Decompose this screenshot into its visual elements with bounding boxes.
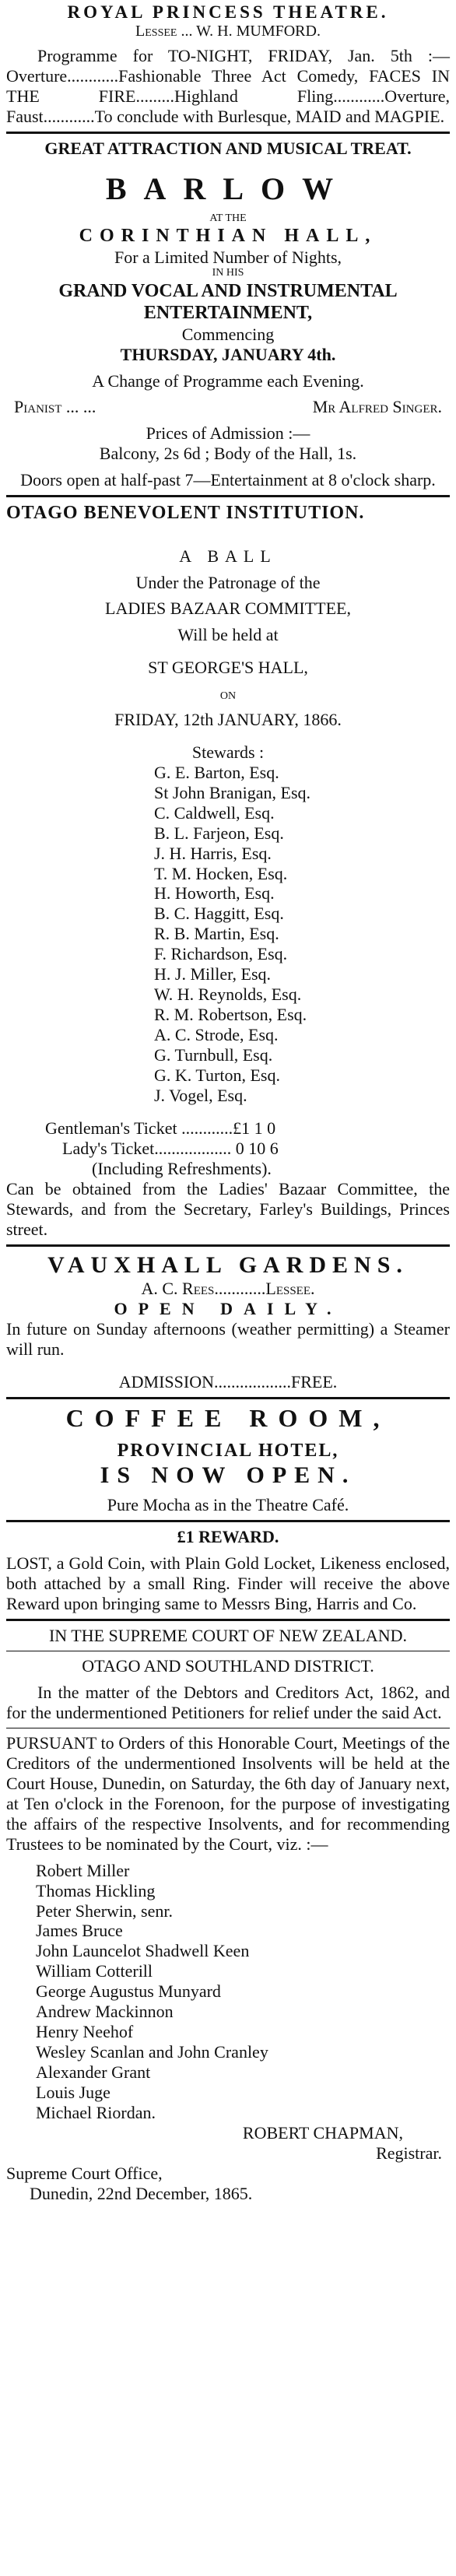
barlow-doors: Doors open at half-past 7—Entertainment at 8 o'clock sharp. <box>20 470 436 490</box>
theatre-heading: ROYAL PRINCESS THEATRE. <box>67 2 389 22</box>
barlow-in-his: IN HIS <box>212 267 244 279</box>
vauxhall-admission: ADMISSION..................FREE. <box>118 1371 338 1392</box>
steward-item: G. Turnbull, Esq. <box>154 1045 273 1065</box>
steward-item: F. Richardson, Esq. <box>154 944 288 964</box>
ball-on: ON <box>219 690 237 703</box>
insolvent-item: Robert Miller <box>36 1860 130 1880</box>
court-notice <box>6 1626 450 2204</box>
court-role: Registrar. <box>376 2143 442 2163</box>
insolvents-list <box>36 1861 450 2123</box>
newspaper-page <box>0 2 456 2576</box>
barlow-at: AT THE <box>209 212 247 224</box>
barlow-header: GREAT ATTRACTION AND MUSICAL TREAT. <box>44 138 412 158</box>
barlow-pianist-row <box>6 397 450 417</box>
coffee-hotel: PROVINCIAL HOTEL, <box>117 1440 339 1461</box>
coffee-heading: COFFEE ROOM, <box>65 1403 391 1432</box>
steward-item: H. J. Miller, Esq. <box>154 964 272 984</box>
barlow-prices: Balcony, 2s 6d ; Body of the Hall, 1s. <box>99 444 357 464</box>
barlow-change: A Change of Programme each Evening. <box>92 370 364 391</box>
court-title: IN THE SUPREME COURT OF NEW ZEALAND. <box>48 1626 408 1646</box>
steward-item: G. K. Turton, Esq. <box>154 1065 280 1086</box>
insolvent-item: Wesley Scanlan and John Cranley <box>36 2042 268 2062</box>
ball-patronage: Under the Patronage of the <box>135 572 321 592</box>
barlow-date: THURSDAY, JANUARY 4th. <box>120 344 336 364</box>
vauxhall-heading: VAUXHALL GARDENS. <box>47 1251 409 1278</box>
barlow-period: For a Limited Number of Nights, <box>114 247 342 267</box>
steward-item: C. Caldwell, Esq. <box>154 802 275 823</box>
court-office: Supreme Court Office, <box>6 2163 163 2183</box>
advertisement-column <box>6 2 450 2204</box>
vauxhall-ad <box>6 1251 450 1392</box>
court-dateline: Dunedin, 22nd December, 1865. <box>30 2183 253 2203</box>
ball-held: Will be held at <box>177 625 279 645</box>
court-matter: In the matter of the Debtors and Creditors Act, 1862, and for the undermentioned Petitioners for relief under the said Act. <box>6 1682 450 1722</box>
steward-item: R. M. Robertson, Esq. <box>154 1005 307 1025</box>
ticket-refreshments: (Including Refreshments). <box>92 1158 272 1178</box>
barlow-ad <box>6 139 450 491</box>
insolvent-item: Michael Riordan. <box>36 2103 156 2123</box>
ball-venue: ST GEORGE'S HALL, <box>148 658 308 678</box>
steward-item: H. Howorth, Esq. <box>154 883 275 904</box>
insolvent-item: Thomas Hickling <box>36 1880 156 1900</box>
theatre-lessee: Lessee ... W. H. MUMFORD. <box>135 23 321 40</box>
insolvent-item: Peter Sherwin, senr. <box>36 1900 173 1921</box>
vauxhall-lessee: A. C. Rees............Lessee. <box>141 1279 315 1299</box>
steward-item: B. C. Haggitt, Esq. <box>154 904 284 924</box>
barlow-prices-title: Prices of Admission :— <box>146 423 310 444</box>
insolvent-item: Louis Juge <box>36 2083 110 2103</box>
barlow-entertainment: GRAND VOCAL AND INSTRUMENTAL ENTERTAINMENT, <box>58 280 398 324</box>
tickets-obtained: Can be obtained from the Ladies' Bazaar Committee, the Stewards, and from the Secretary, Farley's Buildings, Princes street. <box>6 1178 450 1239</box>
benevolent-ad <box>6 502 450 1239</box>
reward-ad <box>6 1527 450 1614</box>
barlow-commencing: Commencing <box>181 324 275 344</box>
benevolent-heading: OTAGO BENEVOLENT INSTITUTION. <box>6 503 365 524</box>
divider <box>6 132 450 134</box>
insolvent-item: William Cotterill <box>36 1961 153 1981</box>
stewards-list <box>154 763 450 1106</box>
vauxhall-sunday: In future on Sunday afternoons (weather permitting) a Steamer will run. <box>6 1318 450 1359</box>
reward-title: £1 REWARD. <box>177 1527 279 1547</box>
divider <box>6 1520 450 1522</box>
insolvent-item: Andrew Mackinnon <box>36 2002 174 2022</box>
steward-item: R. B. Martin, Esq. <box>154 924 279 944</box>
coffee-mocha: Pure Mocha as in the Theatre Café. <box>107 1495 349 1515</box>
insolvent-item: John Launcelot Shadwell Keen <box>36 1941 250 1961</box>
ball-title: A BALL <box>179 546 277 566</box>
divider <box>6 1244 450 1247</box>
court-pursuant: PURSUANT to Orders of this Honorable Court, Meetings of the Creditors of the undermentioned Insolvents will be held at the Court House, Dunedin, on Saturday, the 6th day of January next, at Ten o'clock in the Forenoon, for the purpose of investigating the affairs of the respective Insolvents, and for recommending Trustees to be nominated by the Court, viz. :— <box>6 1732 450 1854</box>
pianist-label: Pianist ... ... <box>14 397 96 417</box>
barlow-hall: CORINTHIAN HALL, <box>79 226 377 247</box>
court-district: OTAGO AND SOUTHLAND DISTRICT. <box>82 1656 374 1676</box>
court-signatory: ROBERT CHAPMAN, <box>242 2122 403 2143</box>
theatre-programme: Programme for TO-NIGHT, FRIDAY, Jan. 5th :—Overture............Fashionable Three Act Comedy, FACES IN THE FIRE.........Highland Fling............Overture, Faust............To conclude with Burlesque, MAID and MAGPIE. <box>6 45 450 126</box>
reward-text: LOST, a Gold Coin, with Plain Gold Locket, Likeness enclosed, both attached by a small Ring. Finder will receive the above Reward upon bringing same to Messrs Bing, Harris and Co. <box>6 1553 450 1614</box>
steward-item: St John Branigan, Esq. <box>154 782 311 802</box>
steward-item: A. C. Strode, Esq. <box>154 1025 279 1045</box>
ball-committee: LADIES BAZAAR COMMITTEE, <box>105 598 351 619</box>
steward-item: T. M. Hocken, Esq. <box>154 863 288 883</box>
vauxhall-open: OPEN DAILY. <box>114 1299 342 1319</box>
insolvent-item: George Augustus Munyard <box>36 1981 221 2002</box>
barlow-name: BARLOW <box>105 171 351 207</box>
steward-item: G. E. Barton, Esq. <box>154 762 279 782</box>
steward-item: J. Vogel, Esq. <box>154 1086 247 1106</box>
divider <box>6 1397 450 1399</box>
insolvent-item: James Bruce <box>36 1921 123 1941</box>
divider <box>6 495 450 497</box>
ball-date: FRIDAY, 12th JANUARY, 1866. <box>114 709 342 729</box>
stewards-title: Stewards : <box>191 742 265 762</box>
divider <box>6 1619 450 1621</box>
ticket-lady: Lady's Ticket.................. 0 10 6 <box>62 1138 279 1158</box>
steward-item: J. H. Harris, Esq. <box>154 843 272 863</box>
insolvent-item: Alexander Grant <box>36 2062 151 2083</box>
insolvent-item: Henry Neehof <box>36 2022 134 2042</box>
pianist-name: Mr Alfred Singer. <box>312 397 442 417</box>
theatre-ad <box>6 2 450 127</box>
coffee-open: IS NOW OPEN. <box>100 1462 356 1488</box>
coffee-ad <box>6 1404 450 1515</box>
steward-item: W. H. Reynolds, Esq. <box>154 984 302 1005</box>
ticket-gentleman: Gentleman's Ticket ............£1 1 0 <box>45 1118 276 1138</box>
steward-item: B. L. Farjeon, Esq. <box>154 823 284 843</box>
